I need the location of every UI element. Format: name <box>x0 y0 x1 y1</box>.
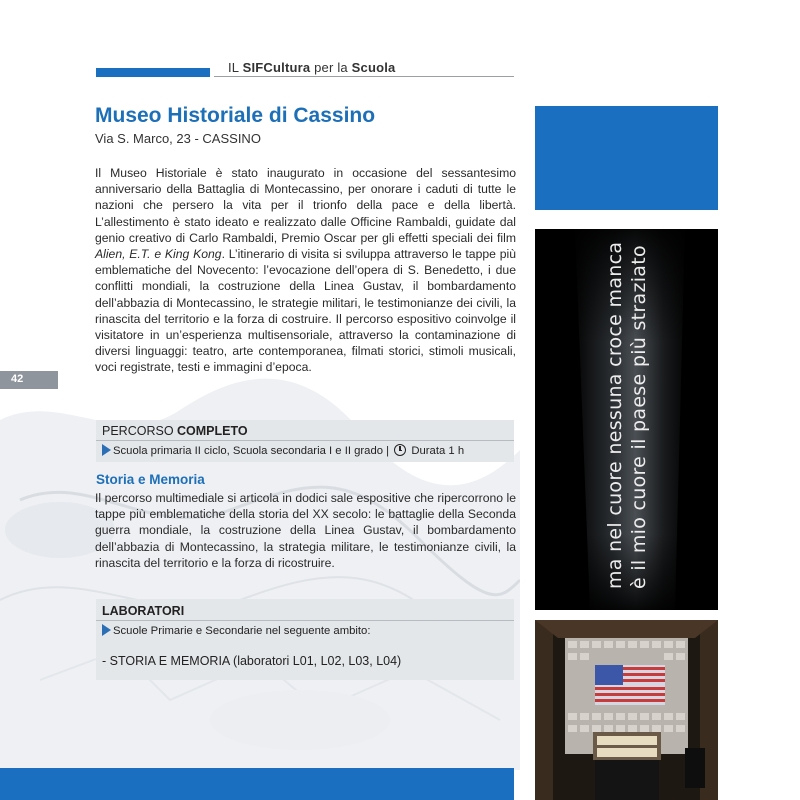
header-school: Scuola <box>351 60 396 75</box>
photo-memorial-wall <box>535 229 718 610</box>
percorso-divider <box>96 440 514 441</box>
intro-paragraph <box>95 165 516 376</box>
laboratori-item: - STORIA E MEMORIA (laboratori L01, L02, L03, L04) <box>102 654 402 668</box>
header-accent-bar <box>96 68 210 77</box>
footer-accent-bar <box>0 768 514 800</box>
header-prefix: IL <box>228 60 243 75</box>
museum-address: Via S. Marco, 23 - CASSINO <box>95 131 261 146</box>
decorative-blue-block <box>535 106 718 210</box>
laboratori-scope <box>102 624 370 637</box>
clock-icon <box>394 444 406 456</box>
laboratori-heading: LABORATORI <box>102 604 185 618</box>
percorso-details <box>102 444 464 457</box>
percorso-heading <box>102 424 248 438</box>
percorso-label-bold: COMPLETO <box>177 424 248 438</box>
percorso-box <box>96 420 514 462</box>
percorso-schools: Scuola primaria II ciclo, Scuola secondaria I e II grado | <box>113 445 393 457</box>
laboratori-divider <box>96 620 514 621</box>
intro-text-2: . L’itinerario di visita si sviluppa attraverso le tappe più emblematiche del Novecento: l’evocazione dell’opera di S. Benedetto, i due conflitti mondiali, la costruzione della Linea Gustav, il bombardamento dell’abbazia di Montecassino, le strategie militari, le testimonianze dei civili, la rinascita del territorio e la forza di costruire. Il percorso espositivo coinvolge il visitatore in un’esperienza multisensoriale, attraverso la contaminazione di diversi linguaggi: teatro, arte contemporanea, filmati storici, stimoli musicali, voci registrate, testi e immagini d’epoca. <box>95 247 516 375</box>
running-header <box>228 60 395 75</box>
triangle-bullet-icon <box>102 444 111 456</box>
page-number-tab <box>0 371 58 389</box>
percorso-label-light: PERCORSO <box>102 424 178 438</box>
laboratori-box <box>96 599 514 680</box>
percorso-duration: Durata 1 h <box>411 445 465 457</box>
intro-films: Alien, E.T. e King Kong <box>95 247 222 262</box>
storia-paragraph: Il percorso multimediale si articola in dodici sale espositive che ripercorrono le tappe più emblematiche della storia del XX secolo: le battaglie della Seconda guerra mondiale, la costruzione della Linea Gustav, il bombardamento dell’abbazia di Montecassino, la strategia militare, le testimonianze civili, la rinascita del territorio e la forza di ricostruire. <box>95 491 516 570</box>
header-rule <box>214 76 514 77</box>
storia-title: Storia e Memoria <box>96 472 205 487</box>
intro-text-1: Il Museo Historiale è stato inaugurato in occasione del sessantesimo anniversario della Battaglia di Montecassino, per onorare i caduti di tutte le nazioni che persero la vita per il trionfo della pace e della libertà. L’allestimento è stato ideato e realizzato dalle Officine Rambaldi, guidate dal genio creativo di Carlo Rambaldi, Premio Oscar per gli effetti speciali dei film <box>95 166 516 245</box>
photo-text-line1: ma nel cuore nessuna croce manca <box>604 241 626 589</box>
header-brand: SIFCultura <box>242 60 311 75</box>
photo-exhibit-room <box>535 620 718 800</box>
museum-title: Museo Historiale di Cassino <box>95 104 376 127</box>
header-middle: per la <box>310 60 352 75</box>
photo-text-line2: è il mio cuore il paese più straziato <box>628 245 650 589</box>
laboratori-scope-text: Scuole Primarie e Secondarie nel seguente ambito: <box>113 625 371 637</box>
triangle-bullet-icon <box>102 624 111 636</box>
page-number: 42 <box>11 373 24 385</box>
